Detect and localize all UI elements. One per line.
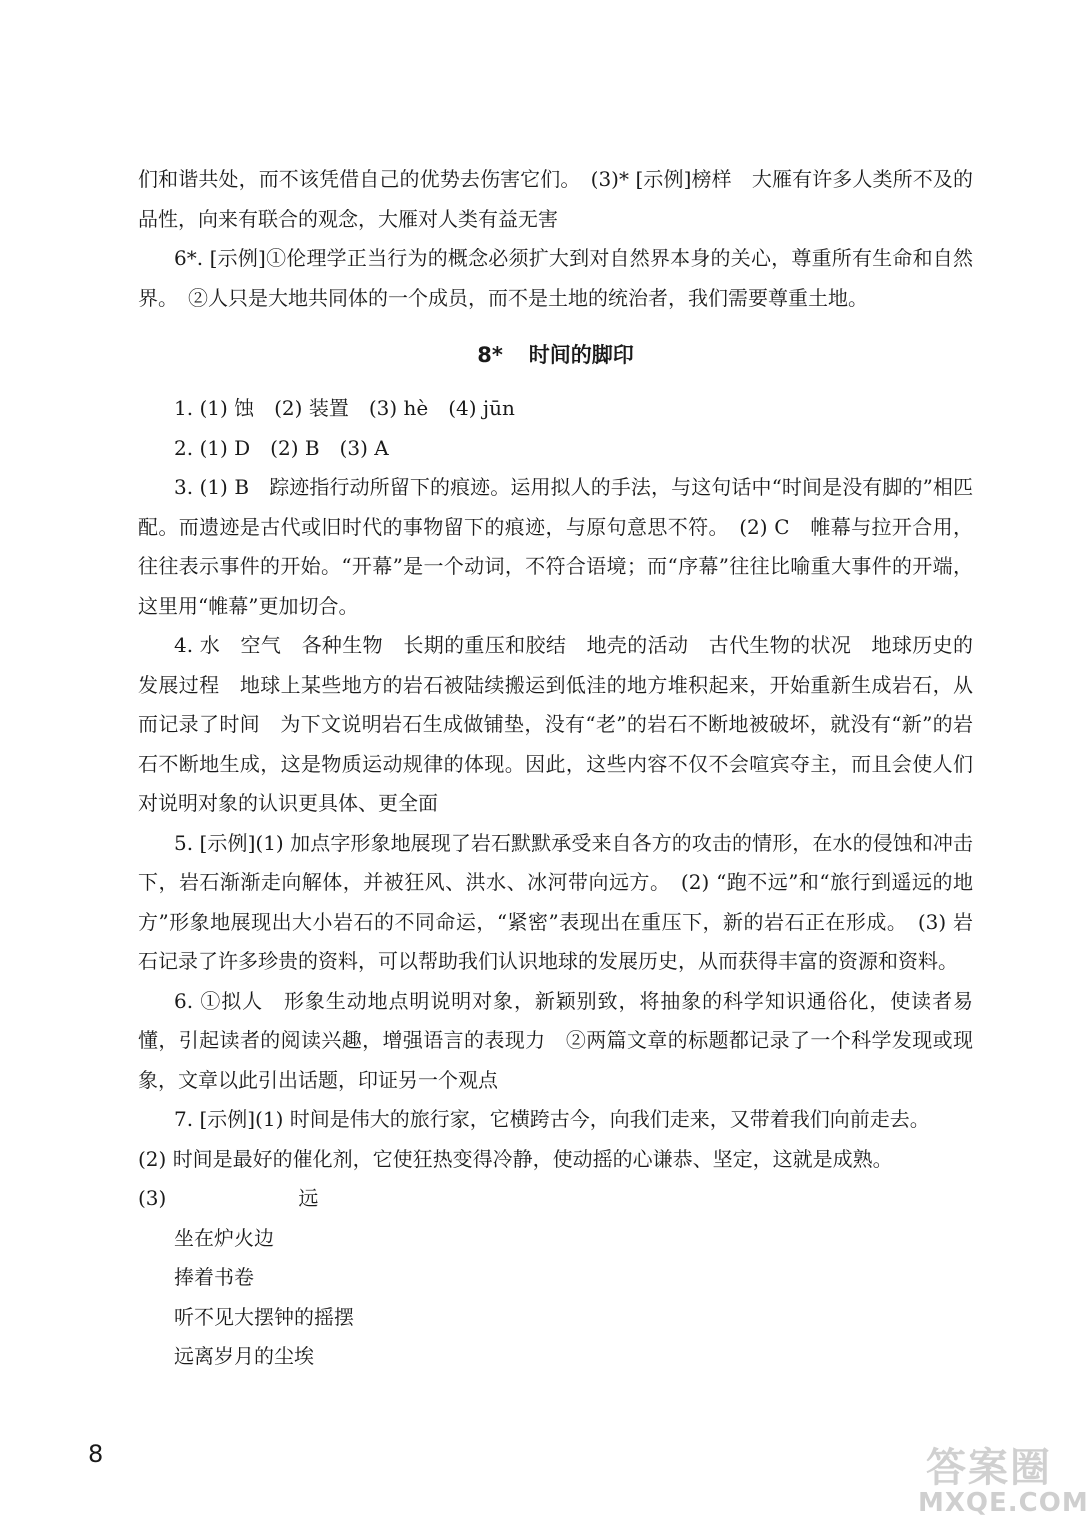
watermark-logo <box>918 1436 1089 1526</box>
poem-header <box>138 1179 973 1219</box>
answer-5: 5. [示例](1) 加点字形象地展现了岩石默默承受来自各方的攻击的情形，在水的侵蚀和冲击下，岩石渐渐走向解体，并被狂风、洪水、冰河带向远方。 (2) “跑不远”和“旅行到遥远的地方”形象地展现出大小岩石的不同命运，“紧密”表现出在重压下，新的岩石正在形成。 (3) 岩石记录了许多珍贵的资料，可以帮助我们认识地球的发展历史，从而获得丰富的资源和资料。 <box>138 830 973 973</box>
answer-3: 3. (1) B 踪迹指行动所留下的痕迹。运用拟人的手法，与这句话中“时间是没有脚的”相匹配。而遗迹是古代或旧时代的事物留下的痕迹，与原句意思不符。 (2) C 帷幕与拉开合用，往往表示事件的开始。“开幕”是一个动词，不符合语境；而“序幕”往往比喻重大事件的开端，这里用“帷幕”更加切合。 <box>138 475 973 618</box>
answer-6: 6. ①拟人 形象生动地点明说明对象，新颖别致，将抽象的科学知识通俗化，使读者易懂，引起读者的阅读兴趣，增强语言的表现力 ②两篇文章的标题都记录了一个科学发现或现象，文章以此引出话题，印证另一个观点 <box>138 988 973 1092</box>
poem-line: 远离岁月的尘埃 <box>174 1344 314 1368</box>
answer-1: 1. (1) 蚀 (2) 装置 (3) hè (4) jūn <box>174 396 515 420</box>
section-title: 时间的脚印 <box>528 343 634 367</box>
poem-line: 坐在炉火边 <box>174 1225 274 1250</box>
page-content <box>138 160 973 1377</box>
section-heading <box>138 336 973 375</box>
section-number: 8* <box>477 343 503 367</box>
watermark-text-top: 答案圈 <box>926 1445 1052 1491</box>
watermark-text-bottom: MXQE.COM <box>918 1488 1089 1518</box>
page-number: 8 <box>88 1440 104 1468</box>
poem-line: 捧着书卷 <box>174 1265 254 1289</box>
answer-6-star: 6*. [示例]①伦理学正当行为的概念必须扩大到对自然界本身的关心，尊重所有生命和自然界。 ②人只是大地共同体的一个成员，而不是土地的统治者，我们需要尊重土地。 <box>138 246 973 310</box>
poem-label: (3) <box>138 1186 167 1210</box>
poem <box>138 1179 973 1377</box>
answer-7-part-2: (2) 时间是最好的催化剂，它使狂热变得冷静，使动摇的心谦恭、坚定，这就是成熟。 <box>138 1146 893 1171</box>
poem-line: 听不见大摆钟的摇摆 <box>174 1304 354 1329</box>
answer-7: 7. [示例](1) 时间是伟大的旅行家，它横跨古今，向我们走来，又带着我们向前走去。 <box>174 1107 930 1131</box>
answer-2: 2. (1) D (2) B (3) A <box>174 435 389 460</box>
poem-title: 远 <box>298 1186 319 1210</box>
answer-4: 4. 水 空气 各种生物 长期的重压和胶结 地壳的活动 古代生物的状况 地球历史的发展过程 地球上某些地方的岩石被陆续搬运到低洼的地方堆积起来，开始重新生成岩石，从而记录了时间 为下文说明岩石生成做铺垫，没有“老”的岩石不断地被破坏，就没有“新”的岩石不断地生成，这是物质运动规律的体现。因此，这些内容不仅不会喧宾夺主，而且会使人们对说明对象的认识更具体、更全面 <box>138 633 973 815</box>
continued-paragraph: 们和谐共处，而不该凭借自己的优势去伤害它们。 (3)* [示例]榜样 大雁有许多人类所不及的品性，向来有联合的观念，大雁对人类有益无害 <box>138 167 973 231</box>
